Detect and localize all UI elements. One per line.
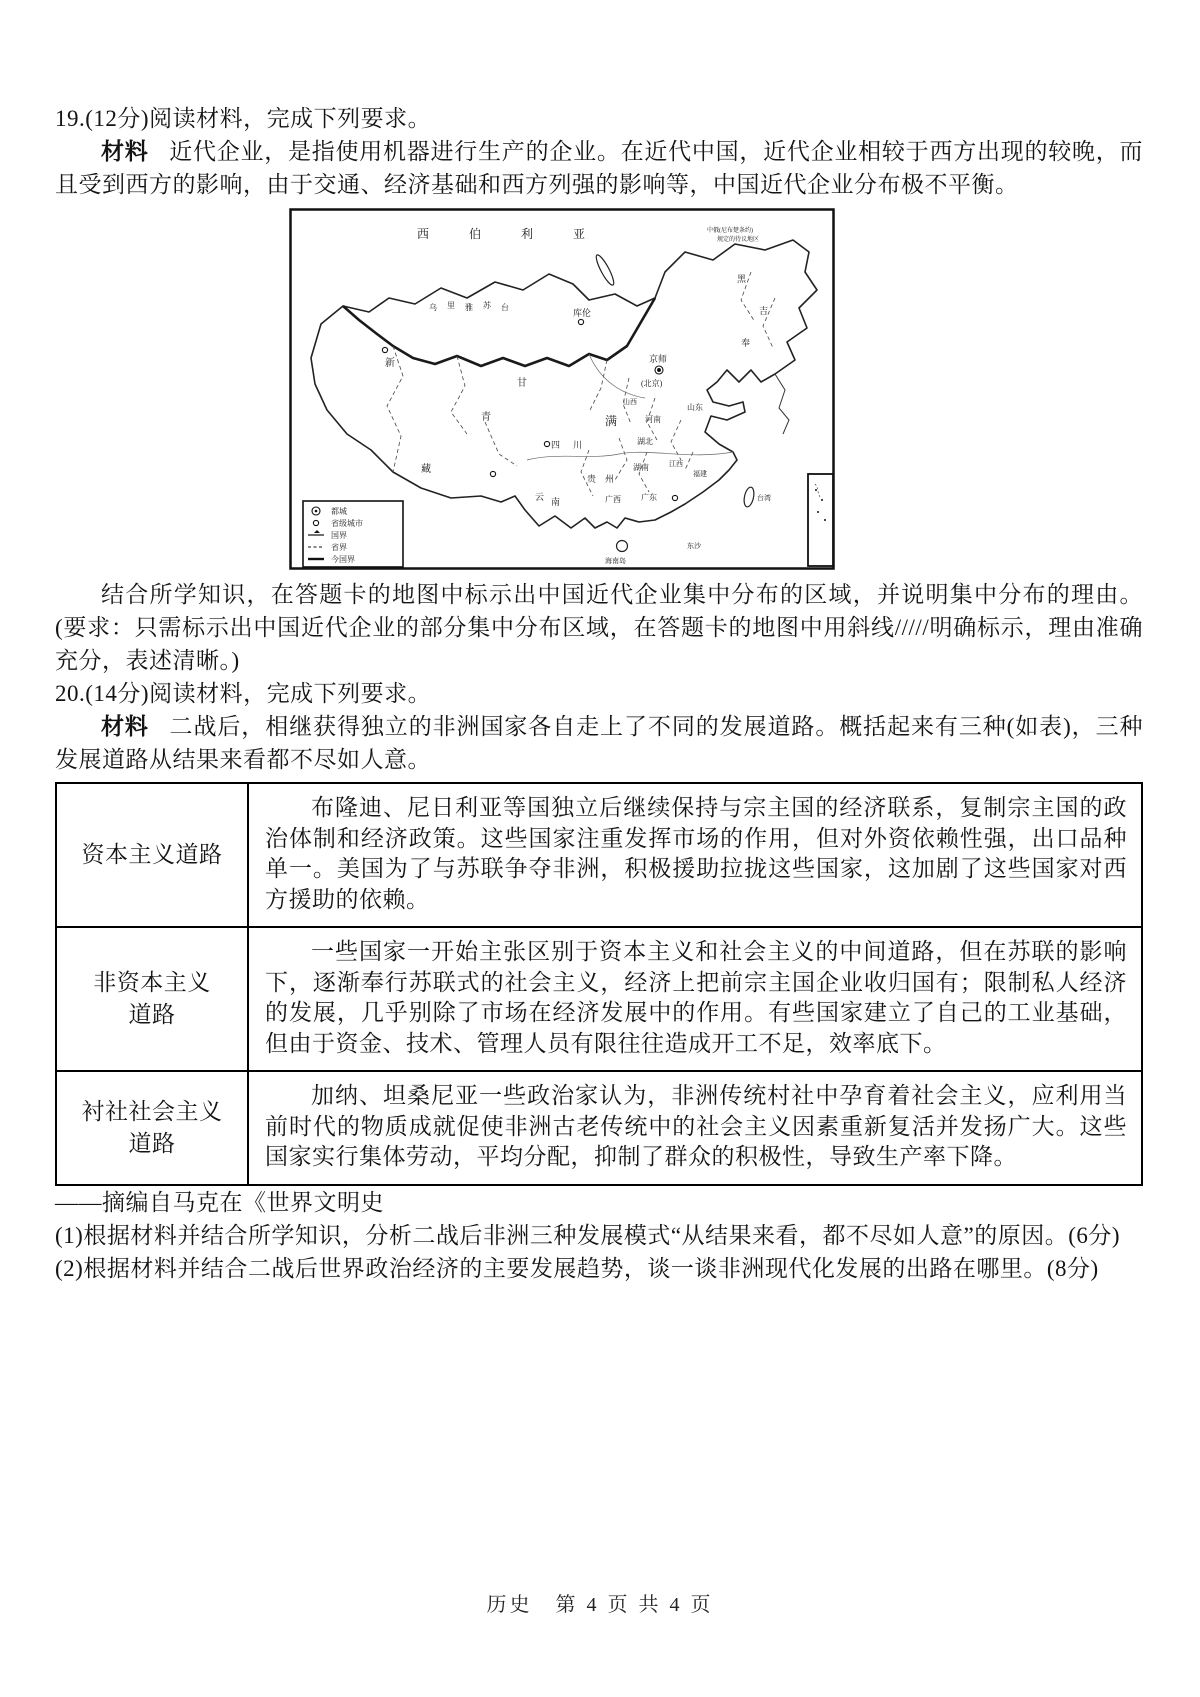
svg-text:川: 川 — [573, 440, 583, 450]
path-desc-cell — [248, 783, 1142, 927]
svg-text:藏: 藏 — [421, 464, 431, 475]
svg-text:台: 台 — [501, 303, 509, 312]
svg-text:乌: 乌 — [429, 303, 437, 312]
legend-capital-label: 都城 — [331, 507, 347, 516]
q19-heading: 19.(12分)阅读材料，完成下列要求。 — [55, 106, 432, 131]
svg-text:规定的待议地区: 规定的待议地区 — [717, 237, 760, 243]
svg-text:河南: 河南 — [645, 415, 661, 424]
q20-material-label: 材料 — [101, 714, 149, 739]
legend-province-border-label: 省界 — [331, 543, 347, 552]
svg-text:奉: 奉 — [741, 338, 751, 348]
svg-text:湖南: 湖南 — [633, 463, 649, 472]
path-name-line2: 道路 — [128, 1002, 176, 1027]
q19-material-paragraph — [55, 135, 1143, 201]
svg-text:黑: 黑 — [737, 274, 747, 284]
svg-text:新: 新 — [385, 358, 395, 369]
sub-question-1 — [55, 1219, 1143, 1252]
svg-text:亚: 亚 — [573, 227, 586, 241]
svg-text:里: 里 — [447, 301, 455, 310]
path-name-cell — [56, 783, 248, 927]
svg-text:四: 四 — [551, 440, 561, 450]
legend-province-city-label: 省级城市 — [331, 519, 363, 528]
sub-question-2-text: 根据材料并结合二战后世界政治经济的主要发展趋势，谈一谈非洲现代化发展的出路在哪里。(8分) — [83, 1255, 1099, 1281]
svg-text:山东: 山东 — [687, 403, 703, 412]
sub-question-1-number: (1) — [55, 1222, 84, 1248]
path-desc-text: 布隆迪、尼日利亚等国独立后继续保持与宗主国的经济联系，复制宗主国的政治体制和经济政策。这些国家注重发挥市场的作用，但对外资依赖性强，出口品种单一。美国为了与苏联争夺非洲，积极援助拉拢这些国家，这加剧了这些国家对西方援助的依赖。 — [265, 795, 1127, 912]
svg-text:山西: 山西 — [623, 398, 637, 406]
table-row-village-socialism — [56, 1071, 1142, 1185]
svg-text:贵: 贵 — [587, 474, 597, 484]
svg-text:京师: 京师 — [649, 354, 668, 364]
sub-question-1-text: 根据材料并结合所学知识，分析二战后非洲三种发展模式“从结果来看，都不尽如人意”的原因。(6分) — [83, 1222, 1121, 1248]
svg-text:台湾: 台湾 — [757, 494, 771, 502]
sub-question-2 — [55, 1252, 1143, 1285]
hainan-shape — [617, 541, 628, 552]
path-desc-text: 一些国家一开始主张区别于资本主义和社会主义的中间道路，但在苏联的影响下，逐渐奉行苏联式的社会主义，经济上把前宗主国企业收归国有；限制私人经济的发展，几乎别除了市场在经济发展中的作用。有些国家建立了自己的工业基础，但由于资金、技术、管理人员有限往往造成开工不足，效率底下。 — [265, 939, 1127, 1056]
development-paths-table — [55, 782, 1143, 1186]
svg-text:南: 南 — [551, 497, 561, 507]
path-name-line1: 非资本主义 — [93, 970, 211, 995]
svg-text:吉: 吉 — [759, 306, 769, 316]
legend-national-border-label: 国界 — [331, 531, 347, 540]
path-name-line1: 衬社社会主义 — [81, 1098, 223, 1124]
legend-current-border-label: 今国界 — [331, 555, 355, 564]
q19-material-text: 近代企业，是指使用机器进行生产的企业。在近代中国，近代企业相较于西方出现的较晚，而且受到西方的影响，由于交通、经济基础和西方列强的影响等，中国近代企业分布极不平衡。 — [55, 139, 1144, 197]
page-footer: 历史 第 4 页 共 4 页 — [486, 1594, 714, 1616]
svg-text:广西: 广西 — [605, 495, 621, 504]
page-content — [55, 102, 1143, 1285]
svg-text:广东: 广东 — [641, 493, 657, 502]
svg-text:湖北: 湖北 — [637, 437, 653, 446]
south-sea-inset — [808, 474, 833, 566]
svg-text:东沙: 东沙 — [687, 542, 701, 550]
svg-text:西: 西 — [417, 227, 430, 241]
svg-text:库伦: 库伦 — [573, 308, 592, 318]
q20-material-paragraph — [55, 710, 1143, 776]
svg-text:(北京): (北京) — [641, 379, 663, 388]
svg-text:甘: 甘 — [517, 378, 527, 389]
q19-material-label: 材料 — [101, 139, 149, 164]
svg-text:满: 满 — [605, 414, 618, 428]
svg-text:利: 利 — [521, 227, 534, 241]
china-map-figure — [289, 208, 835, 570]
svg-text:青: 青 — [481, 412, 491, 423]
path-desc-text: 加纳、坦桑尼亚一些政治家认为，非洲传统村社中孕育着社会主义，应利用当前时代的物质成就促使非洲古老传统中的社会主义因素重新复活并发扬广大。这些国家实行集体劳动，平均分配，抑制了群众的积极性，导致生产率下降。 — [265, 1083, 1127, 1169]
svg-text:苏: 苏 — [483, 301, 491, 310]
q19-task-paragraph: 结合所学知识，在答题卡的地图中标示出中国近代企业集中分布的区域，并说明集中分布的理由。(要求：只需标示出中国近代企业的部分集中分布区域，在答题卡的地图中用斜线/////明确标示，理由准确充分，表述清晰。) — [55, 582, 1143, 673]
path-name-line2: 道路 — [128, 1130, 176, 1156]
svg-text:雅: 雅 — [465, 303, 473, 312]
path-desc-cell — [248, 927, 1142, 1071]
sub-question-2-number: (2) — [55, 1255, 84, 1281]
path-name-cell — [56, 927, 248, 1071]
table-row-capitalist — [56, 783, 1142, 927]
china-map-svg — [289, 208, 835, 570]
q20-material-text: 二战后，相继获得独立的非洲国家各自走上了不同的发展道路。概括起来有三种(如表)，三种发展道路从结果来看都不尽如人意。 — [55, 714, 1143, 772]
svg-text:云: 云 — [535, 492, 545, 502]
svg-text:福建: 福建 — [693, 470, 707, 478]
q20-heading: 20.(14分)阅读材料，完成下列要求。 — [55, 681, 432, 706]
svg-text:海南岛: 海南岛 — [605, 557, 626, 565]
svg-text:中俄(尼布楚条约): 中俄(尼布楚条约) — [707, 228, 753, 234]
path-name-cell — [56, 1071, 248, 1185]
svg-text:州: 州 — [605, 474, 615, 484]
path-name-line1: 资本主义道路 — [81, 842, 223, 867]
path-desc-cell — [248, 1071, 1142, 1185]
source-attribution: ——摘编自马克在《世界文明史 — [55, 1189, 384, 1215]
svg-text:江西: 江西 — [669, 460, 683, 468]
map-legend — [303, 501, 403, 567]
table-row-non-capitalist — [56, 927, 1142, 1071]
svg-text:伯: 伯 — [469, 227, 482, 241]
